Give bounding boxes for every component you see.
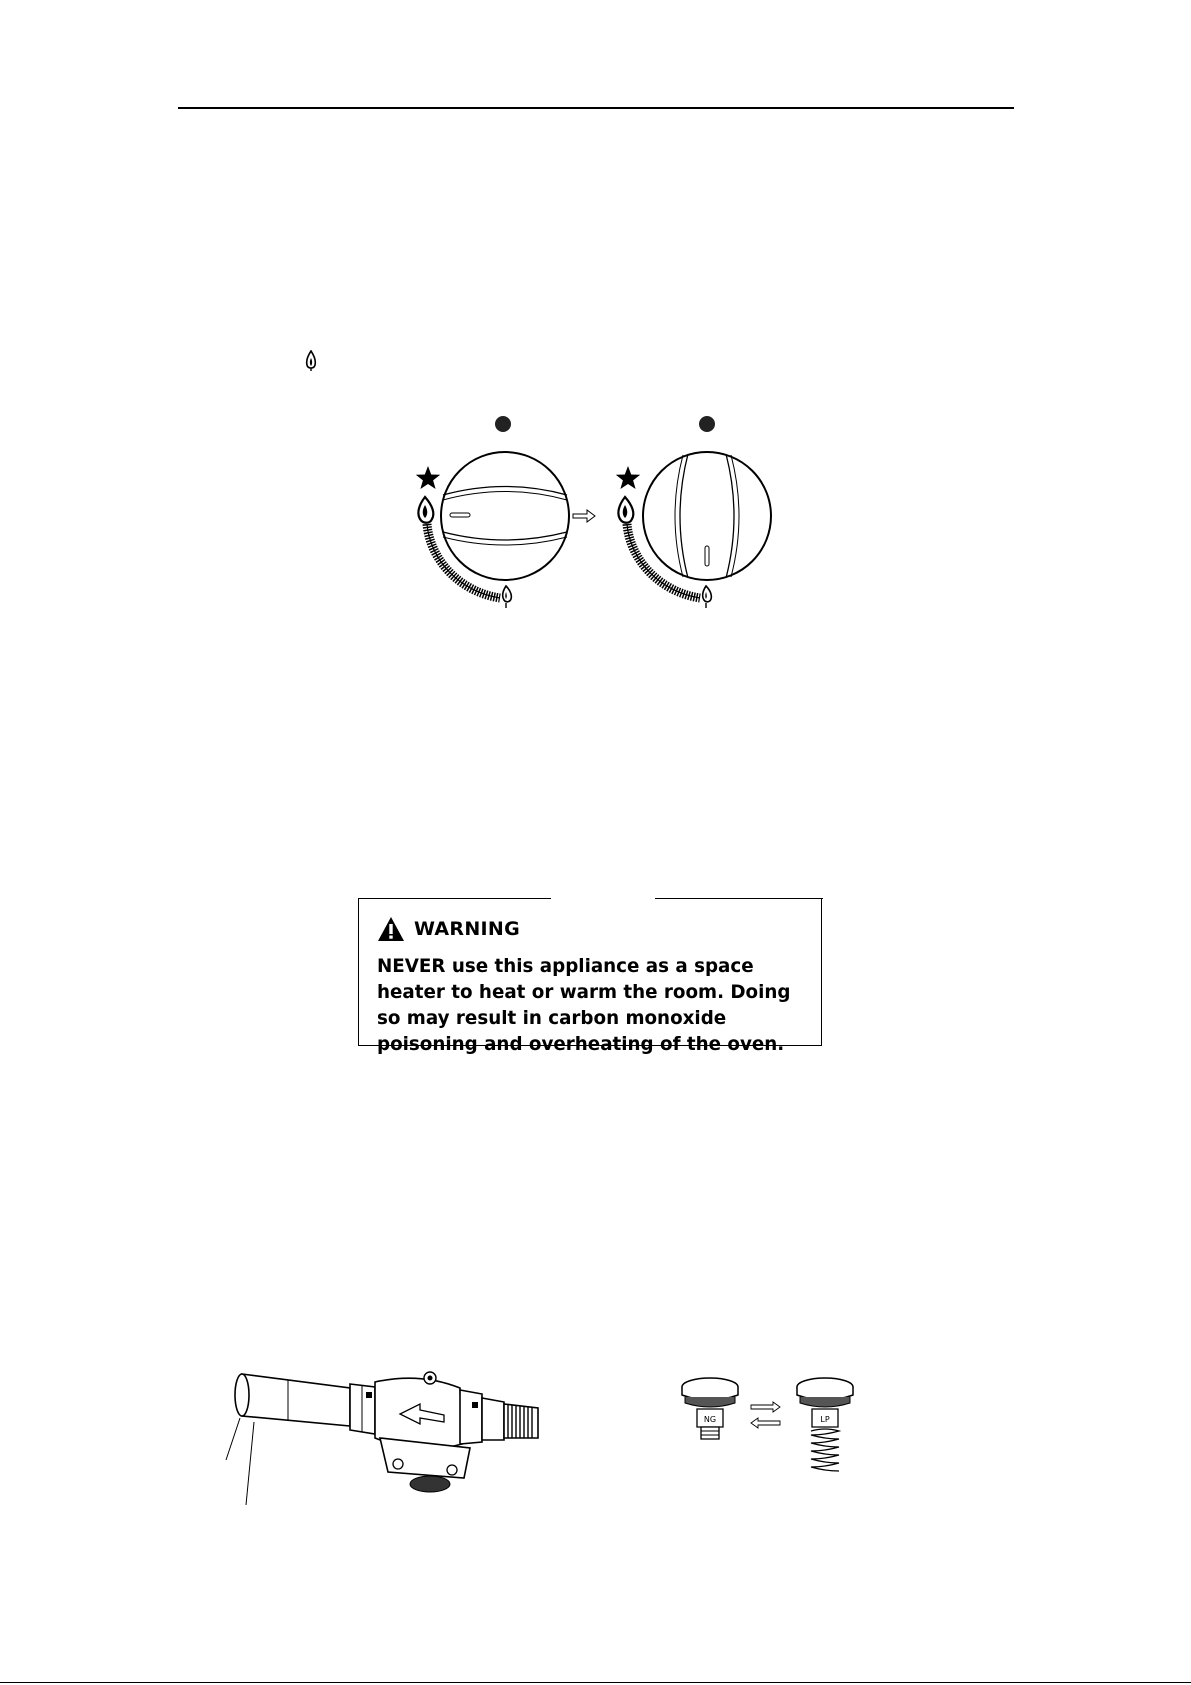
- warning-body: NEVER use this appliance as a space heater to heat or warm the room. Doing so may result in carbon monoxide poisoning and overheating of the oven.: [377, 956, 791, 1055]
- off-dot-icon: [495, 416, 511, 432]
- knob-off-position: [416, 416, 569, 608]
- warning-triangle-icon: [377, 916, 405, 942]
- gas-regulator-illustration: [220, 1360, 550, 1510]
- ng-label: NG: [703, 1415, 717, 1424]
- star-icon: [416, 466, 440, 489]
- flame-icon: [503, 586, 512, 608]
- header-rule: [178, 107, 1014, 109]
- ng-orifice: [682, 1378, 738, 1439]
- lp-label: LP: [820, 1415, 830, 1424]
- arrow-left-icon: [751, 1418, 780, 1428]
- off-dot-icon: [699, 416, 715, 432]
- warning-box: [358, 898, 822, 1055]
- footer-rule: [0, 1682, 1191, 1683]
- flame-icon: [305, 350, 317, 372]
- arrow-right-icon: [751, 1402, 780, 1412]
- flame-icon: [618, 497, 633, 523]
- warning-header: [377, 916, 520, 942]
- orifice-conversion-illustration: [675, 1375, 875, 1485]
- flame-icon: [418, 497, 433, 523]
- lp-orifice: [797, 1378, 853, 1471]
- star-icon: [616, 466, 640, 489]
- knob-ignite-position: [616, 416, 771, 608]
- arrow-right-icon: [573, 510, 595, 522]
- control-knob-diagram: [410, 410, 790, 615]
- warning-title: WARNING: [414, 918, 521, 940]
- flame-icon: [703, 586, 712, 608]
